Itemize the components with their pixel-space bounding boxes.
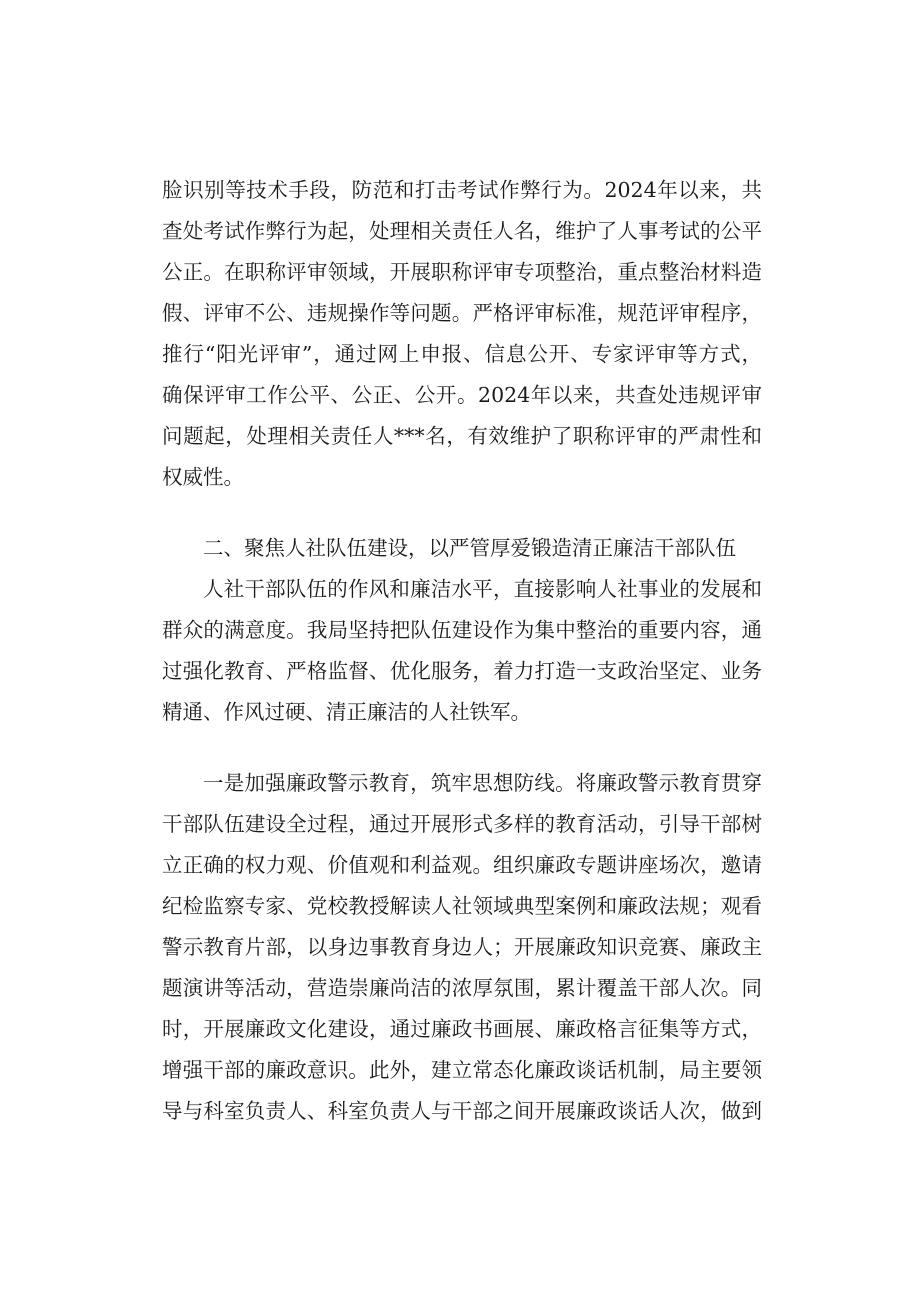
text-line: 纪检监察专家、党校教授解读人社领域典型案例和廉政法规；观看 (162, 894, 762, 918)
paragraph-exam-integrity (162, 170, 762, 498)
paragraph-team-building (162, 569, 762, 733)
document-body (162, 170, 762, 1132)
text-line: 干部队伍建设全过程，通过开展形式多样的教育活动，引导干部树 (162, 812, 762, 836)
text-line: 人社干部队伍的作风和廉洁水平，直接影响人社事业的发展和 (203, 577, 762, 601)
text-line: 公正。在职称评审领域，开展职称评审专项整治，重点整治材料造 (162, 260, 762, 284)
text-line: 一是加强廉政警示教育，筑牢思想防线。将廉政警示教育贯穿 (203, 771, 762, 795)
paragraph-spacer (162, 733, 762, 763)
text-line: 假、评审不公、违规操作等问题。严格评审标准，规范评审程序， (162, 301, 762, 325)
text-line: 权威性。 (162, 465, 244, 489)
text-line: 导与科室负责人、科室负责人与干部之间开展廉政谈话人次，做到 (162, 1099, 762, 1123)
text-line: 精通、作风过硬、清正廉洁的人社铁军。 (162, 700, 531, 724)
text-line: 警示教育片部，以身边事教育身边人；开展廉政知识竞赛、廉政主 (162, 935, 762, 959)
text-line: 群众的满意度。我局坚持把队伍建设作为集中整治的重要内容，通 (162, 618, 762, 642)
paragraph-spacer (162, 498, 762, 528)
text-line: 立正确的权力观、价值观和利益观。组织廉政专题讲座场次，邀请 (162, 853, 762, 877)
text-line: 时，开展廉政文化建设，通过廉政书画展、廉政格言征集等方式， (162, 1017, 762, 1041)
section-heading: 二、聚焦人社队伍建设，以严管厚爱锻造清正廉洁干部队伍 (203, 536, 736, 560)
text-line: 推行“阳光评审”，通过网上申报、信息公开、专家评审等方式， (162, 342, 762, 366)
paragraph-integrity-education (162, 763, 762, 1132)
text-line: 确保评审工作公平、公正、公开。2024年以来，共查处违规评审 (162, 383, 762, 407)
text-line: 查处考试作弊行为起，处理相关责任人名，维护了人事考试的公平 (162, 219, 762, 243)
text-line: 脸识别等技术手段，防范和打击考试作弊行为。2024年以来，共 (162, 178, 762, 202)
text-line: 问题起，处理相关责任人***名，有效维护了职称评审的严肃性和 (162, 424, 762, 448)
text-line: 过强化教育、严格监督、优化服务，着力打造一支政治坚定、业务 (162, 659, 762, 683)
text-line: 题演讲等活动，营造崇廉尚洁的浓厚氛围，累计覆盖干部人次。同 (162, 976, 762, 1000)
text-line: 增强干部的廉政意识。此外，建立常态化廉政谈话机制，局主要领 (162, 1058, 762, 1082)
